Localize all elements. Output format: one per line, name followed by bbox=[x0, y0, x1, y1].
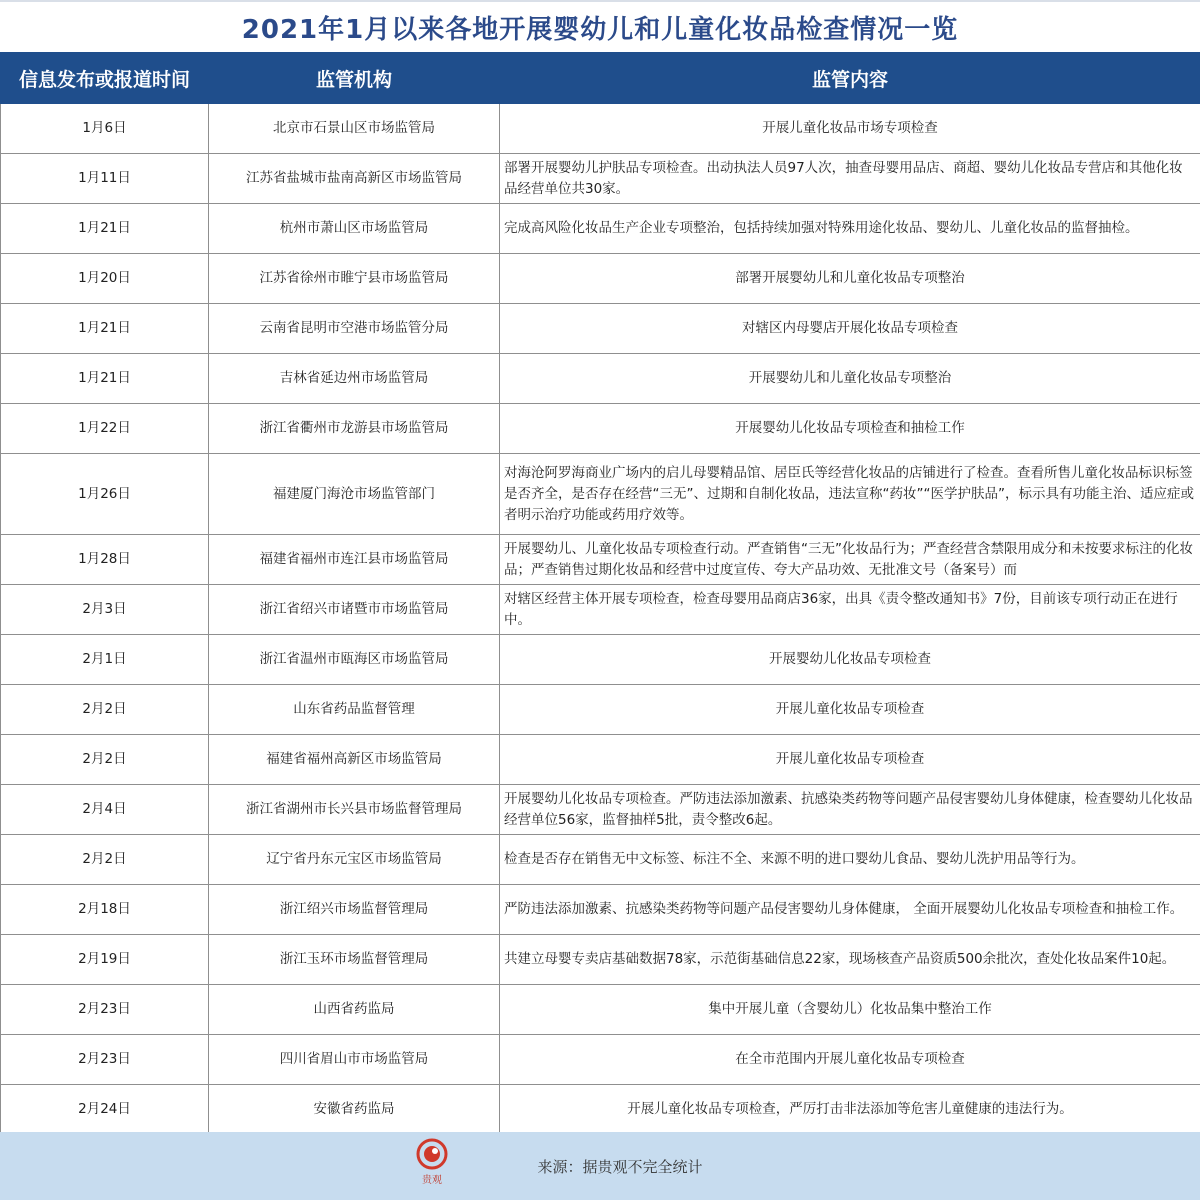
footer bbox=[0, 1132, 1200, 1200]
row-date: 1月6日 bbox=[1, 104, 209, 154]
title-bar bbox=[0, 0, 1200, 52]
row-org: 浙江省绍兴市诸暨市市场监管局 bbox=[209, 585, 500, 635]
table-header-row bbox=[1, 53, 1200, 104]
row-content: 开展婴幼儿化妆品专项检查。严防违法添加激素、抗感染类药物等问题产品侵害婴幼儿身体健康，检查婴幼儿化妆品经营单位56家，监督抽样5批，责令整改6起。 bbox=[500, 785, 1200, 835]
row-date: 2月4日 bbox=[1, 785, 209, 835]
row-org: 浙江绍兴市场监督管理局 bbox=[209, 885, 500, 935]
table-row bbox=[1, 585, 1200, 635]
row-date: 1月26日 bbox=[1, 454, 209, 535]
row-content: 开展儿童化妆品专项检查 bbox=[500, 735, 1200, 785]
row-org: 山东省药品监督管理 bbox=[209, 685, 500, 735]
row-content: 开展婴幼儿、儿童化妆品专项检查行动。严查销售“三无”化妆品行为；严查经营含禁限用成分和未按要求标注的化妆品；严查销售过期化妆品和经营中过度宣传、夸大产品功效、无批准文号（备案号）而 bbox=[500, 535, 1200, 585]
table-row bbox=[1, 685, 1200, 735]
row-content: 完成高风险化妆品生产企业专项整治，包括持续加强对特殊用途化妆品、婴幼儿、儿童化妆品的监督抽检。 bbox=[500, 204, 1200, 254]
row-date: 1月22日 bbox=[1, 404, 209, 454]
table-row bbox=[1, 635, 1200, 685]
row-content: 集中开展儿童（含婴幼儿）化妆品集中整治工作 bbox=[500, 985, 1200, 1035]
row-date: 2月1日 bbox=[1, 635, 209, 685]
table-row bbox=[1, 454, 1200, 535]
inspection-table bbox=[0, 52, 1200, 1135]
eye-logo-icon bbox=[416, 1138, 448, 1170]
source-note: 来源：据贵观不完全统计 bbox=[537, 1157, 703, 1176]
header-content: 监管内容 bbox=[500, 53, 1200, 104]
row-content: 严防违法添加激素、抗感染类药物等问题产品侵害婴幼儿身体健康， 全面开展婴幼儿化妆品专项检查和抽检工作。 bbox=[500, 885, 1200, 935]
row-org: 福建省福州高新区市场监管局 bbox=[209, 735, 500, 785]
row-org: 四川省眉山市市场监管局 bbox=[209, 1035, 500, 1085]
row-org: 安徽省药监局 bbox=[209, 1085, 500, 1135]
row-content: 检查是否存在销售无中文标签、标注不全、来源不明的进口婴幼儿食品、婴幼儿洗护用品等行为。 bbox=[500, 835, 1200, 885]
row-content: 开展儿童化妆品市场专项检查 bbox=[500, 104, 1200, 154]
row-date: 2月18日 bbox=[1, 885, 209, 935]
brand-logo bbox=[412, 1138, 452, 1190]
row-org: 山西省药监局 bbox=[209, 985, 500, 1035]
row-date: 1月28日 bbox=[1, 535, 209, 585]
row-org: 辽宁省丹东元宝区市场监管局 bbox=[209, 835, 500, 885]
row-content: 开展婴幼儿和儿童化妆品专项整治 bbox=[500, 354, 1200, 404]
header-date: 信息发布或报道时间 bbox=[1, 53, 209, 104]
row-org: 福建省福州市连江县市场监管局 bbox=[209, 535, 500, 585]
row-org: 浙江省温州市瓯海区市场监管局 bbox=[209, 635, 500, 685]
row-content: 部署开展婴幼儿和儿童化妆品专项整治 bbox=[500, 254, 1200, 304]
table-row bbox=[1, 204, 1200, 254]
row-date: 1月20日 bbox=[1, 254, 209, 304]
table-row bbox=[1, 735, 1200, 785]
row-org: 江苏省徐州市睢宁县市场监管局 bbox=[209, 254, 500, 304]
row-org: 浙江省衢州市龙游县市场监管局 bbox=[209, 404, 500, 454]
row-date: 1月21日 bbox=[1, 204, 209, 254]
row-content: 开展婴幼儿化妆品专项检查和抽检工作 bbox=[500, 404, 1200, 454]
row-date: 2月2日 bbox=[1, 835, 209, 885]
table-row bbox=[1, 154, 1200, 204]
row-content: 部署开展婴幼儿护肤品专项检查。出动执法人员97人次，抽查母婴用品店、商超、婴幼儿化妆品专营店和其他化妆品经营单位共30家。 bbox=[500, 154, 1200, 204]
table-row bbox=[1, 404, 1200, 454]
page-title: 2021年1月以来各地开展婴幼儿和儿童化妆品检查情况一览 bbox=[241, 14, 959, 45]
row-content: 开展儿童化妆品专项检查 bbox=[500, 685, 1200, 735]
row-content: 开展儿童化妆品专项检查，严厉打击非法添加等危害儿童健康的违法行为。 bbox=[500, 1085, 1200, 1135]
row-date: 2月2日 bbox=[1, 685, 209, 735]
row-org: 北京市石景山区市场监管局 bbox=[209, 104, 500, 154]
row-date: 2月23日 bbox=[1, 1035, 209, 1085]
row-date: 2月3日 bbox=[1, 585, 209, 635]
row-date: 2月2日 bbox=[1, 735, 209, 785]
row-content: 在全市范围内开展儿童化妆品专项检查 bbox=[500, 1035, 1200, 1085]
row-content: 开展婴幼儿化妆品专项检查 bbox=[500, 635, 1200, 685]
row-content: 共建立母婴专卖店基础数据78家，示范街基础信息22家，现场核查产品资质500余批次，查处化妆品案件10起。 bbox=[500, 935, 1200, 985]
row-content: 对辖区内母婴店开展化妆品专项检查 bbox=[500, 304, 1200, 354]
row-date: 1月21日 bbox=[1, 354, 209, 404]
row-org: 杭州市萧山区市场监管局 bbox=[209, 204, 500, 254]
table-row bbox=[1, 935, 1200, 985]
row-org: 江苏省盐城市盐南高新区市场监管局 bbox=[209, 154, 500, 204]
table-row bbox=[1, 1035, 1200, 1085]
row-org: 福建厦门海沧市场监管部门 bbox=[209, 454, 500, 535]
row-org: 云南省昆明市空港市场监管分局 bbox=[209, 304, 500, 354]
row-org: 浙江省湖州市长兴县市场监督管理局 bbox=[209, 785, 500, 835]
table-row bbox=[1, 985, 1200, 1035]
row-date: 2月24日 bbox=[1, 1085, 209, 1135]
table-row bbox=[1, 354, 1200, 404]
table-row bbox=[1, 304, 1200, 354]
row-date: 2月19日 bbox=[1, 935, 209, 985]
header-org: 监管机构 bbox=[209, 53, 500, 104]
table-row bbox=[1, 254, 1200, 304]
brand-logo-text: 贵观 bbox=[422, 1175, 442, 1186]
table-row bbox=[1, 835, 1200, 885]
row-content: 对海沧阿罗海商业广场内的启儿母婴精品馆、居臣氏等经营化妆品的店铺进行了检查。查看所售儿童化妆品标识标签是否齐全，是否存在经营“三无”、过期和自制化妆品，违法宣称“药妆”“医学护肤品”，标示具有功能主治、适应症或者明示治疗功能或药用疗效等。 bbox=[500, 454, 1200, 535]
table-row bbox=[1, 885, 1200, 935]
row-date: 1月21日 bbox=[1, 304, 209, 354]
table-row bbox=[1, 1085, 1200, 1135]
table-body bbox=[1, 104, 1200, 1135]
table-row bbox=[1, 104, 1200, 154]
row-org: 浙江玉环市场监督管理局 bbox=[209, 935, 500, 985]
row-content: 对辖区经营主体开展专项检查，检查母婴用品商店36家，出具《责令整改通知书》7份，目前该专项行动正在进行中。 bbox=[500, 585, 1200, 635]
row-org: 吉林省延边州市场监管局 bbox=[209, 354, 500, 404]
row-date: 1月11日 bbox=[1, 154, 209, 204]
table-row bbox=[1, 785, 1200, 835]
table-row bbox=[1, 535, 1200, 585]
row-date: 2月23日 bbox=[1, 985, 209, 1035]
